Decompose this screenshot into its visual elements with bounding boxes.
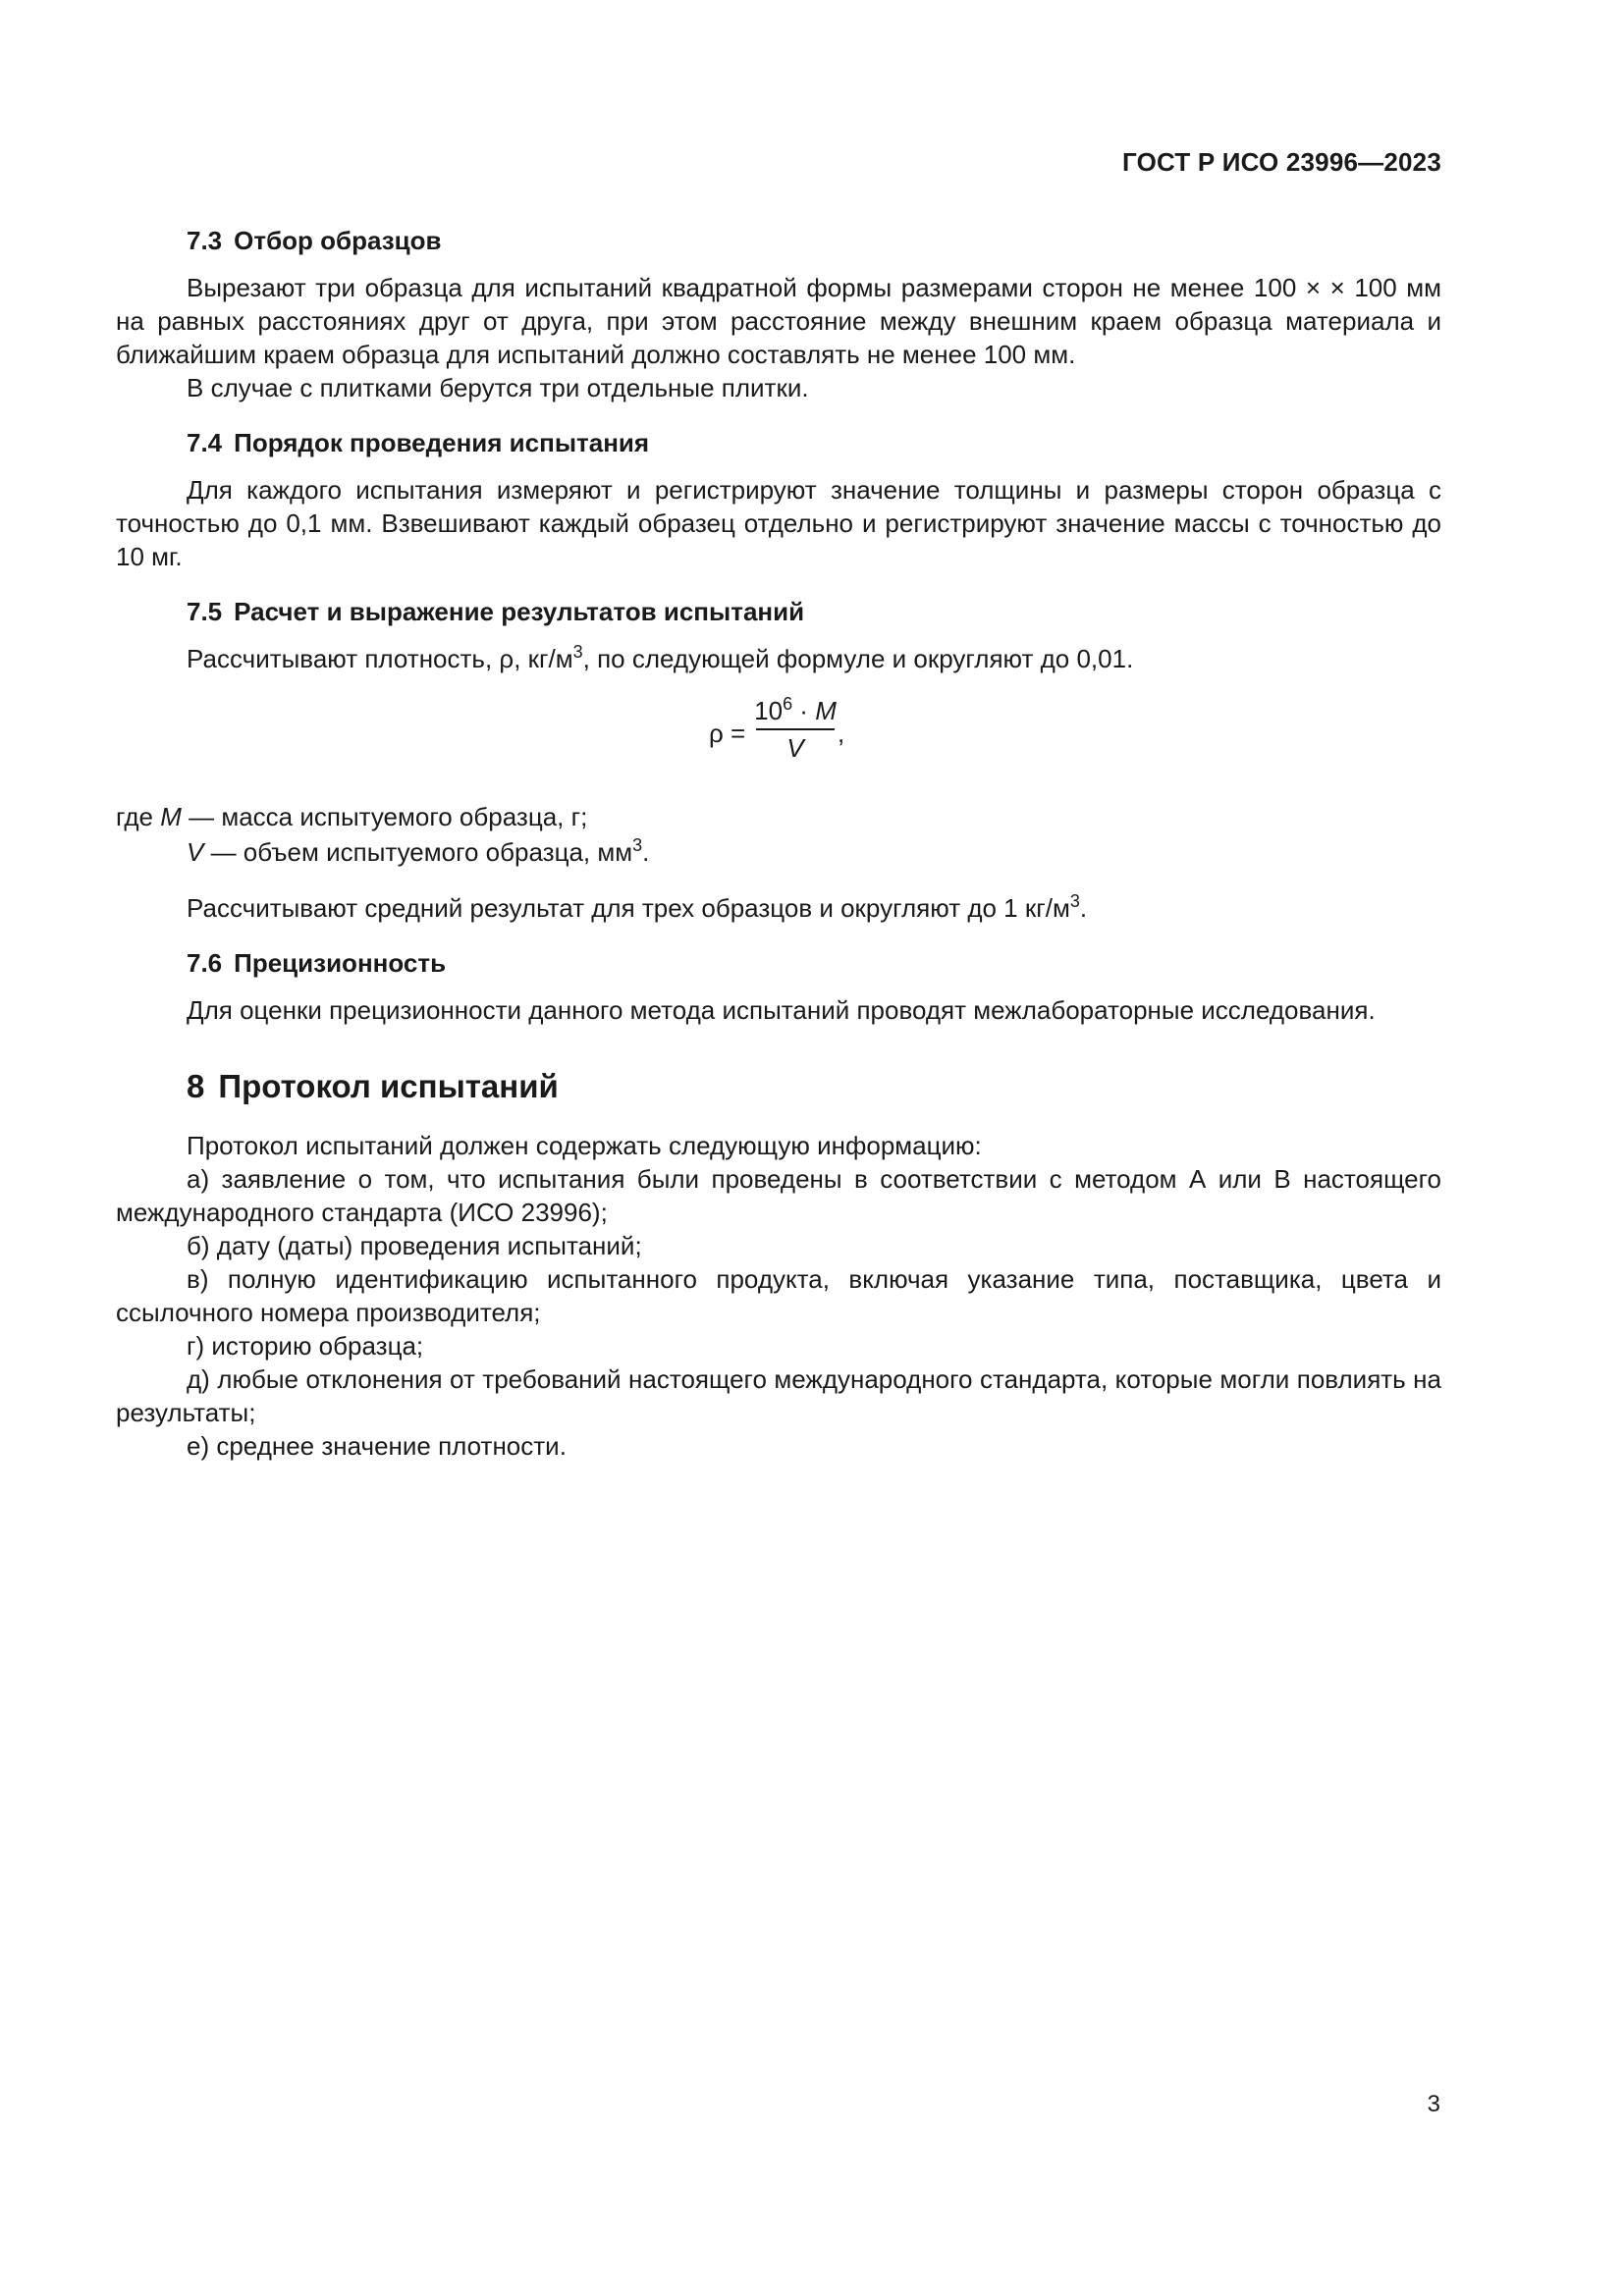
superscript: 3 xyxy=(1069,891,1080,911)
subsection-body-7-3 xyxy=(116,271,1441,404)
paragraph: Протокол испытаний должен содержать следующую информацию: xyxy=(187,1131,982,1160)
formula-fraction xyxy=(754,693,837,766)
subsection-heading-7-5 xyxy=(116,595,1441,628)
paragraph: Вырезают три образца для испытаний квадратной формы размерами сторон не менее 100 × × 100 мм на равных расстояниях друг от друга, при этом расстояние между внешним краем образца материала и ближайшим краем образца для испытаний должно составлять не менее 100 мм. xyxy=(116,273,1441,369)
text-run: Рассчитывают средний результат для трех образцов и округляют до 1 кг/м xyxy=(187,893,1070,923)
section-number: 8 xyxy=(187,1068,205,1104)
paragraph: Для оценки прецизионности данного метода испытаний проводят межлабораторные исследования. xyxy=(187,995,1376,1025)
list-item: а) заявление о том, что испытания были проведены в соответствии с методом А или В настоящего международного стандарта (ИСО 23996); xyxy=(116,1164,1441,1227)
numerator-exponent: 6 xyxy=(783,694,793,714)
subsection-number: 7.3 xyxy=(187,226,223,255)
text-run: Рассчитывают плотность, ρ, кг/м xyxy=(187,644,573,673)
subsection-title: Порядок проведения испытания xyxy=(234,428,650,457)
superscript: 3 xyxy=(572,642,583,662)
subsection-heading-7-4 xyxy=(116,426,1441,459)
list-item: г) историю образца; xyxy=(187,1331,424,1361)
legend-variable: V xyxy=(187,837,204,867)
section-body-8 xyxy=(116,1129,1441,1463)
list-item: б) дату (даты) проведения испытаний; xyxy=(187,1231,642,1260)
subsection-heading-7-6 xyxy=(116,946,1441,980)
subsection-body-7-6 xyxy=(116,993,1441,1027)
subsection-title: Отбор образцов xyxy=(234,226,442,255)
subsection-body-7-4 xyxy=(116,473,1441,573)
legend-description: — масса испытуемого образца, г; xyxy=(189,802,588,831)
paragraph: Для каждого испытания измеряют и регистрируют значение толщины и размеры сторон образца с точностью до 0,1 мм. Взвешивают каждый образец отдельно и регистрируют значение массы с точностью до 10 мг. xyxy=(116,475,1441,571)
legend-row-m xyxy=(116,799,1441,834)
page-content xyxy=(116,224,1441,1463)
list-item: в) полную идентификацию испытанного продукта, включая указание типа, поставщика, цвета и ссылочного номера производителя; xyxy=(116,1264,1441,1327)
subsection-title: Расчет и выражение результатов испытаний xyxy=(234,597,805,626)
numerator-variable: M xyxy=(815,696,837,725)
text-run: . xyxy=(1079,893,1088,923)
section-title: Протокол испытаний xyxy=(218,1068,559,1104)
variable-legend xyxy=(116,799,1441,870)
text-run: , по следующей формуле и округляют до 0,01. xyxy=(582,644,1134,673)
subsection-body-7-5-tail xyxy=(116,891,1441,925)
formula-numerator xyxy=(754,693,837,728)
standard-code-header: ГОСТ Р ИСО 23996—2023 xyxy=(1121,147,1441,177)
legend-description: — объем испытуемого образца, мм xyxy=(203,837,633,867)
legend-row-v xyxy=(116,834,1441,870)
paragraph-average xyxy=(116,891,1441,925)
list-item: е) среднее значение плотности. xyxy=(187,1431,567,1461)
subsection-number: 7.4 xyxy=(187,428,223,457)
page-number: 3 xyxy=(1427,2091,1440,2117)
text-run: . xyxy=(642,837,650,867)
section-heading-8 xyxy=(116,1070,1441,1103)
paragraph: В случае с плитками берутся три отдельные плитки. xyxy=(187,373,809,402)
numerator-dot: · xyxy=(792,696,816,725)
numerator-base: 10 xyxy=(754,696,784,725)
subsection-number: 7.6 xyxy=(187,948,223,978)
formula-lhs: ρ = xyxy=(709,719,746,748)
subsection-number: 7.5 xyxy=(187,597,223,626)
subsection-heading-7-3 xyxy=(116,224,1441,257)
paragraph-density-intro xyxy=(116,642,1441,675)
legend-word: где xyxy=(116,802,153,831)
superscript: 3 xyxy=(632,835,643,855)
legend-variable: M xyxy=(160,802,182,831)
formula-tail: , xyxy=(838,719,845,748)
list-item: д) любые отклонения от требований настоящего международного стандарта, которые могли повлиять на результаты; xyxy=(116,1364,1441,1427)
subsection-title: Прецизионность xyxy=(234,948,447,978)
formula-denominator: V xyxy=(786,733,804,763)
density-formula xyxy=(116,693,1441,774)
